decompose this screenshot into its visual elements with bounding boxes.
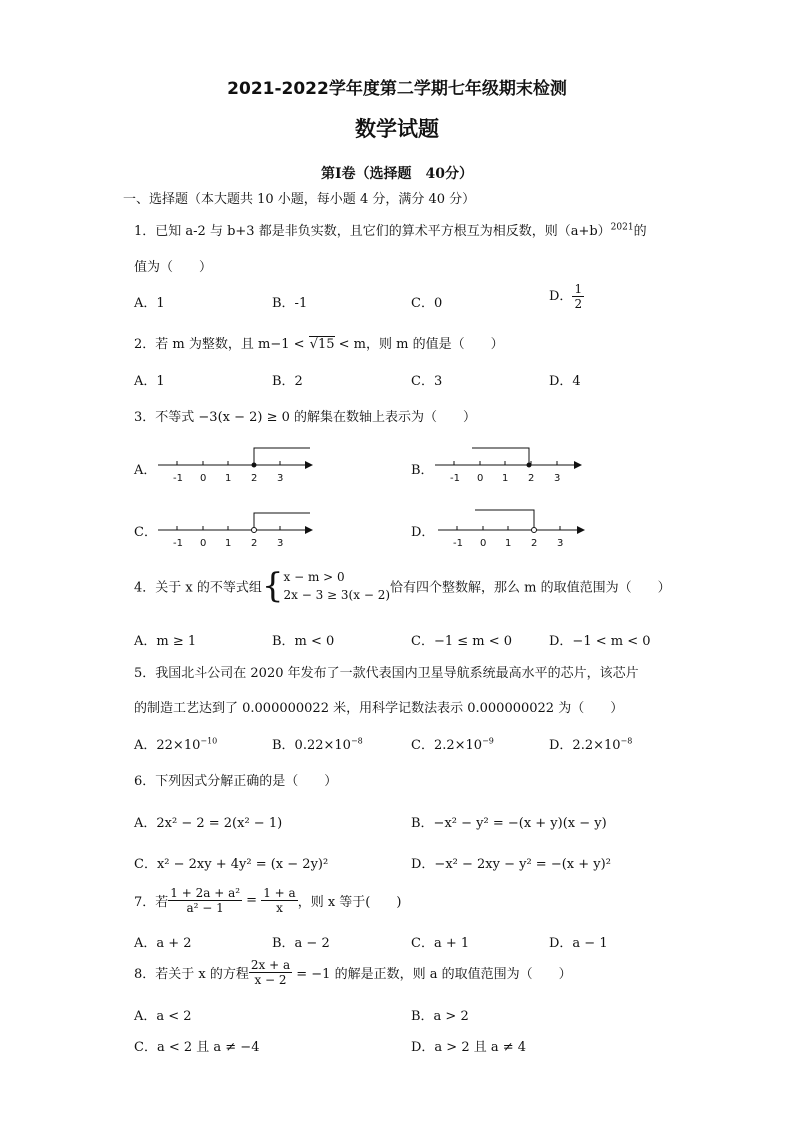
question-8 [134, 958, 572, 987]
tick-label: -1 [173, 538, 183, 549]
tick-label: 2 [528, 473, 535, 484]
q8-option-d[interactable]: D．a > 2 且 a ≠ 4 [411, 1040, 527, 1055]
exam-title: 2021-2022学年度第二学期七年级期末检测 [227, 79, 567, 99]
tick-label: 3 [554, 473, 561, 484]
q2-text-post: < m，则 m 的值是（ ） [334, 337, 504, 352]
tick-label: 0 [477, 473, 484, 484]
q3-option-b[interactable]: B． [411, 463, 434, 478]
number-line-b [432, 440, 602, 490]
q4-inequality-1: x − m > 0 [283, 570, 345, 584]
q7-option-c[interactable]: C．a + 1 [411, 936, 470, 951]
q6-option-c[interactable]: C．x² − 2xy + 4y² = (x − 2y)² [134, 857, 329, 872]
q4-option-c[interactable]: C．−1 ≤ m < 0 [411, 634, 513, 649]
q8-text-pre: 8．若关于 x 的方程 [134, 967, 249, 982]
q7-numerator-2: 1 + a [263, 886, 296, 900]
tick-label: -1 [173, 473, 183, 484]
q8-option-c[interactable]: C．a < 2 且 a ≠ −4 [134, 1040, 260, 1055]
q4-option-d[interactable]: D．−1 < m < 0 [549, 634, 651, 649]
q7-option-a[interactable]: A．a + 2 [134, 936, 192, 951]
number-line-d [435, 505, 605, 555]
q4-inequality-2: 2x − 3 ≥ 3(x − 2) [283, 588, 391, 602]
tick-label: 0 [200, 538, 207, 549]
q1-option-b[interactable]: B．-1 [272, 296, 308, 311]
subject-title: 数学试题 [355, 117, 439, 141]
q1-d-numerator: 1 [574, 282, 583, 296]
q1-exponent: 2021 [610, 222, 634, 233]
q4-text-post: 恰有四个整数解，那么 m 的取值范围为（ ） [390, 580, 671, 596]
tick-label: -1 [450, 473, 460, 484]
q5-d-base: D．2.2×10 [549, 738, 621, 753]
tick-label: -1 [453, 538, 463, 549]
number-line-c [155, 505, 325, 555]
tick-label: 3 [277, 538, 284, 549]
q7-option-b[interactable]: B．a − 2 [272, 936, 330, 951]
q2-text-pre: 2．若 m 为整数，且 m−1 < [134, 337, 309, 352]
q1-option-a[interactable]: A．1 [134, 296, 165, 311]
tick-label: 3 [277, 473, 284, 484]
q2-option-d[interactable]: D．4 [549, 374, 581, 389]
q6-option-a[interactable]: A．2x² − 2 = 2(x² − 1) [134, 816, 283, 831]
question-1-line2: 值为（ ） [134, 260, 213, 275]
q5-a-base: A．22×10 [134, 738, 201, 753]
q5-c-exp: −9 [482, 736, 494, 746]
q7-denominator-2: x [276, 901, 283, 915]
question-2 [134, 333, 504, 352]
sqrt-radicand: √15 [309, 337, 335, 352]
tick-label: 1 [225, 473, 232, 484]
q5-b-exp: −8 [350, 736, 363, 746]
q7-option-d[interactable]: D．a − 1 [549, 936, 608, 951]
question-7 [134, 886, 401, 915]
question-4 [134, 568, 671, 604]
q6-option-b[interactable]: B．−x² − y² = −(x + y)(x − y) [411, 816, 607, 831]
q7-numerator-1: 1 + 2a + a² [170, 886, 241, 900]
q6-option-d[interactable]: D．−x² − 2xy − y² = −(x + y)² [411, 857, 611, 872]
section-title: 第Ⅰ卷（选择题 40分） [320, 166, 474, 182]
tick-label: 1 [225, 538, 232, 549]
q7-text-pre: 7．若 [134, 895, 169, 910]
question-6: 6．下列因式分解正确的是（ ） [134, 774, 338, 789]
tick-label: 3 [557, 538, 564, 549]
question-3: 3．不等式 −3(x − 2) ≥ 0 的解集在数轴上表示为（ ） [134, 410, 477, 425]
section-instruction: 一、选择题（本大题共 10 小题，每小题 4 分，满分 40 分） [123, 192, 476, 207]
q5-c-base: C．2.2×10 [411, 738, 483, 753]
tick-label: 1 [505, 538, 512, 549]
q8-denominator: x − 2 [254, 973, 287, 987]
q1-option-c[interactable]: C．0 [411, 296, 443, 311]
q2-option-c[interactable]: C．3 [411, 374, 443, 389]
q7-denominator-1: a² − 1 [186, 901, 224, 915]
tick-label: 1 [502, 473, 509, 484]
q1-option-d[interactable] [549, 282, 584, 311]
q5-d-exp: −8 [620, 736, 633, 746]
q5-option-b[interactable] [272, 734, 363, 753]
q8-numerator: 2x + a [250, 958, 291, 972]
tick-label: 2 [251, 538, 258, 549]
q1-text-end: 的 [633, 224, 647, 239]
question-1-line1 [134, 220, 647, 239]
tick-label: 2 [251, 473, 258, 484]
q5-option-c[interactable] [411, 734, 494, 753]
q1-option-d-label: D． [549, 289, 573, 304]
q8-option-a[interactable]: A．a < 2 [134, 1009, 192, 1024]
tick-label: 0 [480, 538, 487, 549]
q7-equals: = [242, 893, 262, 908]
question-5-line2: 的制造工艺达到了 0.000000022 米，用科学记数法表示 0.000000022 为（ ） [134, 701, 624, 716]
question-5-line1: 5．我国北斗公司在 2020 年发布了一款代表国内卫星导航系统最高水平的芯片，该芯片 [134, 666, 639, 681]
q5-option-d[interactable] [549, 734, 632, 753]
q4-text-pre: 4．关于 x 的不等式组 [134, 580, 262, 596]
q3-option-d[interactable]: D． [411, 525, 435, 540]
q3-option-c[interactable]: C． [134, 525, 157, 540]
q8-text-post: = −1 的解是正数，则 a 的取值范围为（ ） [292, 967, 572, 982]
q4-option-a[interactable]: A．m ≥ 1 [134, 634, 197, 649]
q4-option-b[interactable]: B．m < 0 [272, 634, 335, 649]
q2-option-a[interactable]: A．1 [134, 374, 165, 389]
tick-label: 0 [200, 473, 207, 484]
q5-option-a[interactable] [134, 734, 217, 753]
tick-label: 2 [531, 538, 538, 549]
left-brace-icon: { [261, 566, 284, 606]
q5-a-exp: −10 [200, 736, 218, 746]
number-line-a [155, 440, 325, 490]
q5-b-base: B．0.22×10 [272, 738, 351, 753]
q2-option-b[interactable]: B．2 [272, 374, 303, 389]
q1-text: 1．已知 a-2 与 b+3 都是非负实数，且它们的算术平方根互为相反数，则（a+b） [134, 224, 611, 239]
q1-d-denominator: 2 [574, 297, 583, 311]
q3-option-a[interactable]: A． [134, 463, 157, 478]
q7-text-post: ，则 x 等于( ) [297, 895, 402, 910]
q2-radicand: 15 [317, 337, 335, 352]
q8-option-b[interactable]: B．a > 2 [411, 1009, 469, 1024]
